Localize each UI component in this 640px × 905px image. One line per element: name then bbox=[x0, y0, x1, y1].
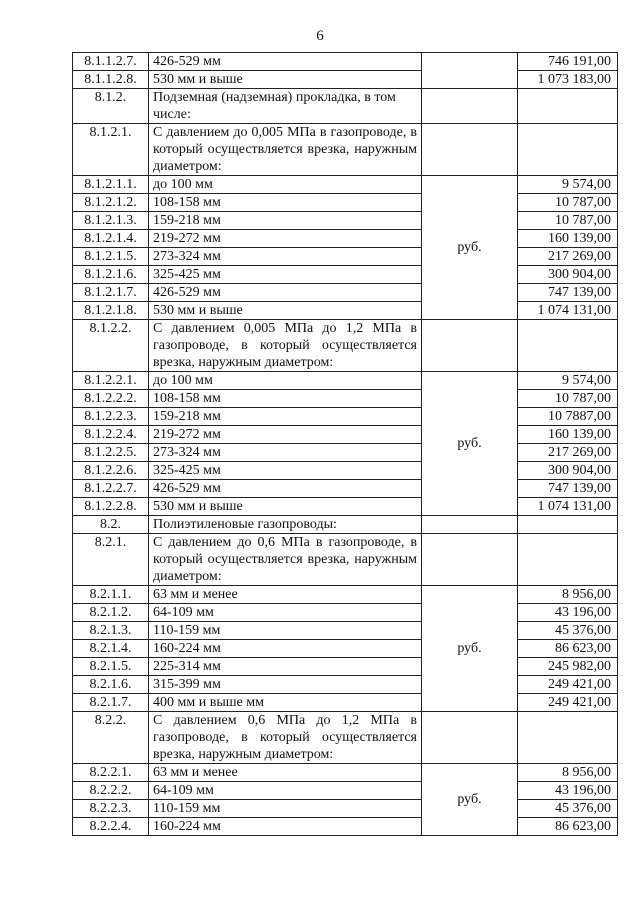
row-description: 64-109 мм bbox=[149, 782, 422, 800]
row-code: 8.2.1.4. bbox=[73, 640, 149, 658]
unit-cell: руб. bbox=[422, 372, 518, 516]
row-description: Подземная (надземная) прокладка, в том числе: bbox=[149, 89, 422, 124]
row-description: 110-159 мм bbox=[149, 800, 422, 818]
row-value: 86 623,00 bbox=[518, 818, 618, 836]
row-description: 530 мм и выше bbox=[149, 302, 422, 320]
value-cell bbox=[518, 124, 618, 176]
table-row bbox=[73, 408, 618, 426]
row-code: 8.1.2.1.2. bbox=[73, 194, 149, 212]
table-row bbox=[73, 320, 618, 372]
row-code: 8.1.1.2.7. bbox=[73, 53, 149, 71]
row-description: С давлением до 0,005 МПа в газопроводе, в который осуществляется врезка, наружным диаметром: bbox=[149, 124, 422, 176]
table-row bbox=[73, 230, 618, 248]
row-code: 8.1.2.1.4. bbox=[73, 230, 149, 248]
row-description: 273-324 мм bbox=[149, 444, 422, 462]
row-description: 64-109 мм bbox=[149, 604, 422, 622]
row-description: до 100 мм bbox=[149, 176, 422, 194]
row-code: 8.1.2.2.3. bbox=[73, 408, 149, 426]
row-description: 160-224 мм bbox=[149, 818, 422, 836]
table-row bbox=[73, 498, 618, 516]
row-code: 8.2.2. bbox=[73, 712, 149, 764]
row-description: 426-529 мм bbox=[149, 53, 422, 71]
row-value: 217 269,00 bbox=[518, 444, 618, 462]
row-description: 159-218 мм bbox=[149, 212, 422, 230]
row-description: 426-529 мм bbox=[149, 480, 422, 498]
row-description: 160-224 мм bbox=[149, 640, 422, 658]
row-description: 110-159 мм bbox=[149, 622, 422, 640]
table-row bbox=[73, 89, 618, 124]
row-value: 1 074 131,00 bbox=[518, 498, 618, 516]
row-value: 43 196,00 bbox=[518, 782, 618, 800]
unit-cell: руб. bbox=[422, 176, 518, 320]
row-code: 8.1.2.2.4. bbox=[73, 426, 149, 444]
table-row bbox=[73, 622, 618, 640]
row-description: 325-425 мм bbox=[149, 266, 422, 284]
row-code: 8.1.2.2.6. bbox=[73, 462, 149, 480]
table-row bbox=[73, 284, 618, 302]
row-code: 8.1.2.1.3. bbox=[73, 212, 149, 230]
table-row bbox=[73, 53, 618, 71]
row-code: 8.2.1.5. bbox=[73, 658, 149, 676]
row-value: 10 787,00 bbox=[518, 212, 618, 230]
row-value: 217 269,00 bbox=[518, 248, 618, 266]
unit-cell bbox=[422, 89, 518, 124]
row-description: 63 мм и менее bbox=[149, 764, 422, 782]
row-value: 10 787,00 bbox=[518, 390, 618, 408]
row-description: 325-425 мм bbox=[149, 462, 422, 480]
row-code: 8.2.2.4. bbox=[73, 818, 149, 836]
row-description: 108-158 мм bbox=[149, 390, 422, 408]
row-code: 8.1.2.1. bbox=[73, 124, 149, 176]
row-value: 300 904,00 bbox=[518, 266, 618, 284]
table-row bbox=[73, 534, 618, 586]
row-code: 8.1.2.1.8. bbox=[73, 302, 149, 320]
row-description: 530 мм и выше bbox=[149, 71, 422, 89]
row-code: 8.2.2.3. bbox=[73, 800, 149, 818]
tariff-table bbox=[72, 52, 618, 836]
row-code: 8.1.2.2.7. bbox=[73, 480, 149, 498]
row-code: 8.1.2. bbox=[73, 89, 149, 124]
unit-cell bbox=[422, 516, 518, 534]
row-description: 108-158 мм bbox=[149, 194, 422, 212]
value-cell bbox=[518, 534, 618, 586]
table-row bbox=[73, 516, 618, 534]
table-row bbox=[73, 462, 618, 480]
row-code: 8.2.1.2. bbox=[73, 604, 149, 622]
row-code: 8.2.1.6. bbox=[73, 676, 149, 694]
row-value: 10 7887,00 bbox=[518, 408, 618, 426]
row-value: 86 623,00 bbox=[518, 640, 618, 658]
table-row bbox=[73, 212, 618, 230]
row-value: 160 139,00 bbox=[518, 230, 618, 248]
row-code: 8.1.2.1.7. bbox=[73, 284, 149, 302]
row-value: 249 421,00 bbox=[518, 676, 618, 694]
table-row bbox=[73, 676, 618, 694]
table-row bbox=[73, 764, 618, 782]
row-value: 45 376,00 bbox=[518, 622, 618, 640]
value-cell bbox=[518, 89, 618, 124]
row-code: 8.2.1. bbox=[73, 534, 149, 586]
page-number: 6 bbox=[316, 28, 324, 44]
row-code: 8.2. bbox=[73, 516, 149, 534]
row-code: 8.2.2.2. bbox=[73, 782, 149, 800]
table-row bbox=[73, 248, 618, 266]
row-description: 219-272 мм bbox=[149, 426, 422, 444]
table-row bbox=[73, 480, 618, 498]
table-row bbox=[73, 444, 618, 462]
row-value: 746 191,00 bbox=[518, 53, 618, 71]
row-code: 8.1.2.2. bbox=[73, 320, 149, 372]
row-value: 8 956,00 bbox=[518, 764, 618, 782]
table-row bbox=[73, 426, 618, 444]
table-row bbox=[73, 372, 618, 390]
row-value: 300 904,00 bbox=[518, 462, 618, 480]
table-row bbox=[73, 640, 618, 658]
row-description: С давлением 0,6 МПа до 1,2 МПа в газопроводе, в который осуществляется врезка, наружным диаметром: bbox=[149, 712, 422, 764]
row-value: 747 139,00 bbox=[518, 284, 618, 302]
row-code: 8.1.2.1.1. bbox=[73, 176, 149, 194]
table-row bbox=[73, 176, 618, 194]
row-code: 8.1.1.2.8. bbox=[73, 71, 149, 89]
unit-cell bbox=[422, 320, 518, 372]
row-description: 530 мм и выше bbox=[149, 498, 422, 516]
row-code: 8.1.2.2.8. bbox=[73, 498, 149, 516]
row-value: 160 139,00 bbox=[518, 426, 618, 444]
row-description: С давлением 0,005 МПа до 1,2 МПа в газопроводе, в который осуществляется врезка, наружным диаметром: bbox=[149, 320, 422, 372]
row-description: 273-324 мм bbox=[149, 248, 422, 266]
row-description: 315-399 мм bbox=[149, 676, 422, 694]
row-code: 8.1.2.1.5. bbox=[73, 248, 149, 266]
table-row bbox=[73, 302, 618, 320]
row-description: 426-529 мм bbox=[149, 284, 422, 302]
table-row bbox=[73, 694, 618, 712]
row-code: 8.1.2.2.5. bbox=[73, 444, 149, 462]
table-row bbox=[73, 586, 618, 604]
unit-cell bbox=[422, 534, 518, 586]
row-description: 63 мм и менее bbox=[149, 586, 422, 604]
row-value: 10 787,00 bbox=[518, 194, 618, 212]
row-description: 225-314 мм bbox=[149, 658, 422, 676]
row-code: 8.2.1.1. bbox=[73, 586, 149, 604]
row-value: 245 982,00 bbox=[518, 658, 618, 676]
row-code: 8.2.1.7. bbox=[73, 694, 149, 712]
table-row bbox=[73, 124, 618, 176]
row-code: 8.1.2.1.6. bbox=[73, 266, 149, 284]
unit-cell: руб. bbox=[422, 764, 518, 836]
table-row bbox=[73, 266, 618, 284]
table-row bbox=[73, 604, 618, 622]
value-cell bbox=[518, 320, 618, 372]
unit-cell bbox=[422, 53, 518, 89]
row-description: до 100 мм bbox=[149, 372, 422, 390]
row-description: С давлением до 0,6 МПа в газопроводе, в который осуществляется врезка, наружным диаметром: bbox=[149, 534, 422, 586]
table-row bbox=[73, 782, 618, 800]
unit-cell: руб. bbox=[422, 586, 518, 712]
table-row bbox=[73, 800, 618, 818]
row-code: 8.1.2.2.2. bbox=[73, 390, 149, 408]
row-code: 8.2.1.3. bbox=[73, 622, 149, 640]
table-row bbox=[73, 194, 618, 212]
row-value: 747 139,00 bbox=[518, 480, 618, 498]
value-cell bbox=[518, 516, 618, 534]
row-code: 8.2.2.1. bbox=[73, 764, 149, 782]
row-value: 249 421,00 bbox=[518, 694, 618, 712]
row-description: 159-218 мм bbox=[149, 408, 422, 426]
row-value: 45 376,00 bbox=[518, 800, 618, 818]
row-description: Полиэтиленовые газопроводы: bbox=[149, 516, 422, 534]
table-row bbox=[73, 390, 618, 408]
row-value: 1 074 131,00 bbox=[518, 302, 618, 320]
row-code: 8.1.2.2.1. bbox=[73, 372, 149, 390]
row-description: 400 мм и выше мм bbox=[149, 694, 422, 712]
row-value: 8 956,00 bbox=[518, 586, 618, 604]
row-value: 9 574,00 bbox=[518, 176, 618, 194]
table-row bbox=[73, 71, 618, 89]
row-value: 43 196,00 bbox=[518, 604, 618, 622]
unit-cell bbox=[422, 124, 518, 176]
table-row bbox=[73, 818, 618, 836]
row-description: 219-272 мм bbox=[149, 230, 422, 248]
row-value: 1 073 183,00 bbox=[518, 71, 618, 89]
table-row bbox=[73, 658, 618, 676]
table-row bbox=[73, 712, 618, 764]
unit-cell bbox=[422, 712, 518, 764]
row-value: 9 574,00 bbox=[518, 372, 618, 390]
value-cell bbox=[518, 712, 618, 764]
